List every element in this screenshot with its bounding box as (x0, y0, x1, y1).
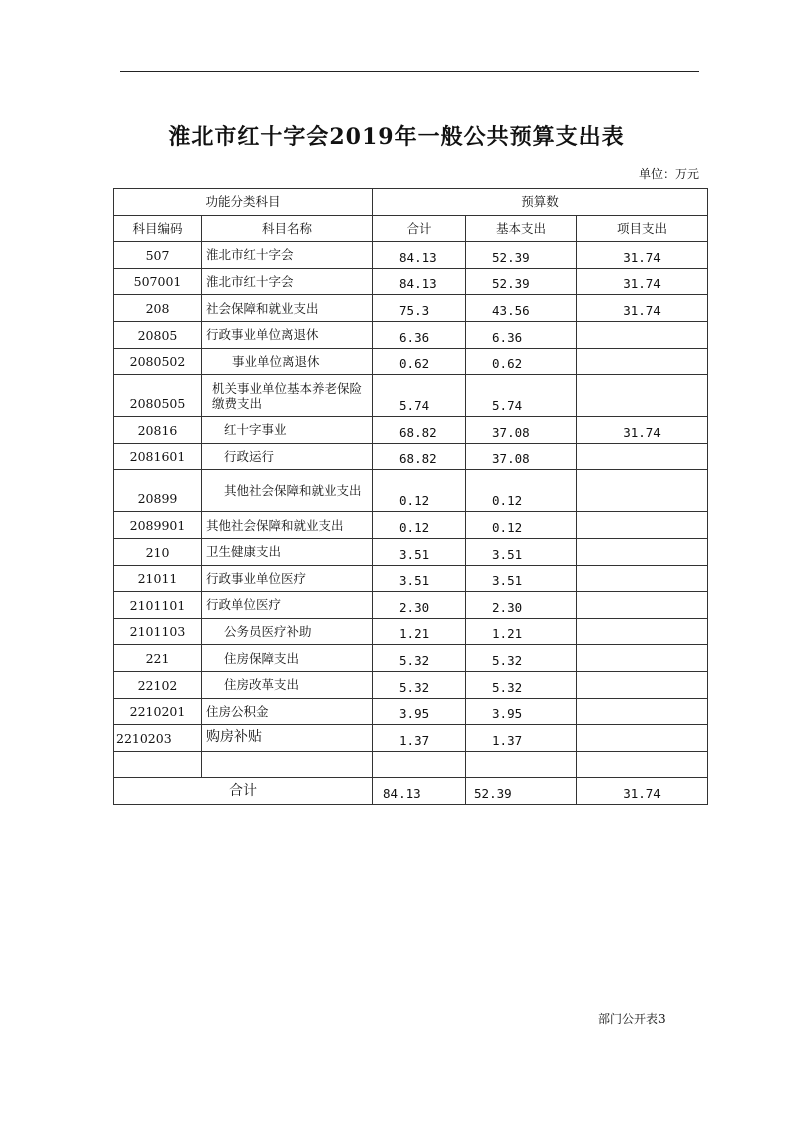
row-basic: 37.08 (466, 443, 577, 470)
table-row (114, 295, 708, 322)
row-name: 淮北市红十字会 (202, 242, 373, 269)
row-name: 事业单位离退休 (202, 348, 373, 375)
total-project: 31.74 (577, 778, 708, 805)
row-basic: 0.62 (466, 348, 577, 375)
row-code: 2101101 (114, 592, 202, 619)
table-row (114, 592, 708, 619)
row-total: 5.32 (373, 645, 466, 672)
row-project: 31.74 (577, 417, 708, 444)
row-project (577, 645, 708, 672)
table-row (114, 645, 708, 672)
row-code: 507 (114, 242, 202, 269)
header-code: 科目编码 (114, 215, 202, 242)
row-total: 5.74 (373, 375, 466, 417)
row-basic: 5.32 (466, 645, 577, 672)
header-group-row (114, 189, 708, 216)
header-column-row (114, 215, 708, 242)
row-code: 2101103 (114, 618, 202, 645)
row-code: 20816 (114, 417, 202, 444)
row-code: 208 (114, 295, 202, 322)
row-name: 公务员医疗补助 (202, 618, 373, 645)
header-total: 合计 (373, 215, 466, 242)
table-row (114, 698, 708, 725)
row-code: 2089901 (114, 512, 202, 539)
header-project: 项目支出 (577, 215, 708, 242)
row-basic: 52.39 (466, 268, 577, 295)
row-project (577, 538, 708, 565)
table-row (114, 671, 708, 698)
empty-cell (466, 751, 577, 778)
row-project (577, 618, 708, 645)
row-code: 2210203 (114, 725, 202, 752)
row-project (577, 565, 708, 592)
table-row (114, 725, 708, 752)
table-row (114, 242, 708, 269)
row-basic: 52.39 (466, 242, 577, 269)
row-total: 3.95 (373, 698, 466, 725)
row-name: 住房保障支出 (202, 645, 373, 672)
row-total: 6.36 (373, 321, 466, 348)
header-basic: 基本支出 (466, 215, 577, 242)
row-code: 2080502 (114, 348, 202, 375)
total-basic: 52.39 (466, 778, 577, 805)
row-total: 2.30 (373, 592, 466, 619)
header-functional-category: 功能分类科目 (114, 189, 373, 216)
total-sum: 84.13 (373, 778, 466, 805)
table-row (114, 321, 708, 348)
table-row (114, 375, 708, 417)
empty-row (114, 751, 708, 778)
header-name: 科目名称 (202, 215, 373, 242)
row-name: 红十字事业 (202, 417, 373, 444)
row-total: 3.51 (373, 538, 466, 565)
row-project (577, 470, 708, 512)
row-total: 3.51 (373, 565, 466, 592)
row-project (577, 375, 708, 417)
row-code: 21011 (114, 565, 202, 592)
row-project (577, 443, 708, 470)
row-name: 社会保障和就业支出 (202, 295, 373, 322)
row-total: 5.32 (373, 671, 466, 698)
row-name: 卫生健康支出 (202, 538, 373, 565)
page-footer: 部门公开表3 (598, 1012, 666, 1026)
row-code: 221 (114, 645, 202, 672)
row-basic: 3.51 (466, 538, 577, 565)
row-code: 507001 (114, 268, 202, 295)
row-project (577, 512, 708, 539)
row-name: 行政事业单位离退休 (202, 321, 373, 348)
row-basic: 2.30 (466, 592, 577, 619)
row-total: 0.62 (373, 348, 466, 375)
row-total: 75.3 (373, 295, 466, 322)
row-code: 210 (114, 538, 202, 565)
row-name: 行政单位医疗 (202, 592, 373, 619)
header-rule (120, 71, 699, 72)
row-total: 0.12 (373, 470, 466, 512)
row-name: 行政运行 (202, 443, 373, 470)
page-title: 淮北市红十字会2019年一般公共预算支出表 (168, 124, 625, 150)
row-project: 31.74 (577, 268, 708, 295)
row-project (577, 321, 708, 348)
row-project: 31.74 (577, 295, 708, 322)
table-row (114, 443, 708, 470)
row-project (577, 348, 708, 375)
row-basic: 43.56 (466, 295, 577, 322)
row-name: 其他社会保障和就业支出 (202, 512, 373, 539)
table-row (114, 538, 708, 565)
table-row (114, 348, 708, 375)
table-row (114, 268, 708, 295)
row-basic: 0.12 (466, 470, 577, 512)
unit-label: 单位：万元 (638, 167, 699, 181)
row-basic: 3.95 (466, 698, 577, 725)
row-name: 其他社会保障和就业支出 (202, 470, 373, 512)
row-project (577, 592, 708, 619)
total-row (114, 778, 708, 805)
row-code: 20805 (114, 321, 202, 348)
row-basic: 1.21 (466, 618, 577, 645)
table-row (114, 417, 708, 444)
table-row (114, 512, 708, 539)
row-name: 购房补贴 (202, 725, 373, 752)
empty-cell (577, 751, 708, 778)
row-project (577, 725, 708, 752)
row-project (577, 671, 708, 698)
row-project: 31.74 (577, 242, 708, 269)
empty-cell (373, 751, 466, 778)
row-code: 20899 (114, 470, 202, 512)
budget-table (113, 188, 708, 805)
row-total: 68.82 (373, 417, 466, 444)
row-basic: 5.74 (466, 375, 577, 417)
row-code: 2080505 (114, 375, 202, 417)
table-row (114, 618, 708, 645)
row-basic: 5.32 (466, 671, 577, 698)
row-basic: 37.08 (466, 417, 577, 444)
row-basic: 3.51 (466, 565, 577, 592)
row-basic: 0.12 (466, 512, 577, 539)
row-name: 住房公积金 (202, 698, 373, 725)
row-code: 22102 (114, 671, 202, 698)
row-total: 84.13 (373, 268, 466, 295)
row-code: 2210201 (114, 698, 202, 725)
row-basic: 6.36 (466, 321, 577, 348)
total-label: 合计 (114, 778, 373, 805)
row-code: 2081601 (114, 443, 202, 470)
row-total: 0.12 (373, 512, 466, 539)
row-basic: 1.37 (466, 725, 577, 752)
row-total: 1.21 (373, 618, 466, 645)
empty-cell (114, 751, 202, 778)
row-project (577, 698, 708, 725)
table-row (114, 470, 708, 512)
table-row (114, 565, 708, 592)
header-budget-amount: 预算数 (373, 189, 708, 216)
row-name: 行政事业单位医疗 (202, 565, 373, 592)
empty-cell (202, 751, 373, 778)
row-total: 1.37 (373, 725, 466, 752)
row-name: 住房改革支出 (202, 671, 373, 698)
row-total: 68.82 (373, 443, 466, 470)
row-name: 机关事业单位基本养老保险缴费支出 (202, 375, 373, 417)
row-total: 84.13 (373, 242, 466, 269)
row-name: 淮北市红十字会 (202, 268, 373, 295)
